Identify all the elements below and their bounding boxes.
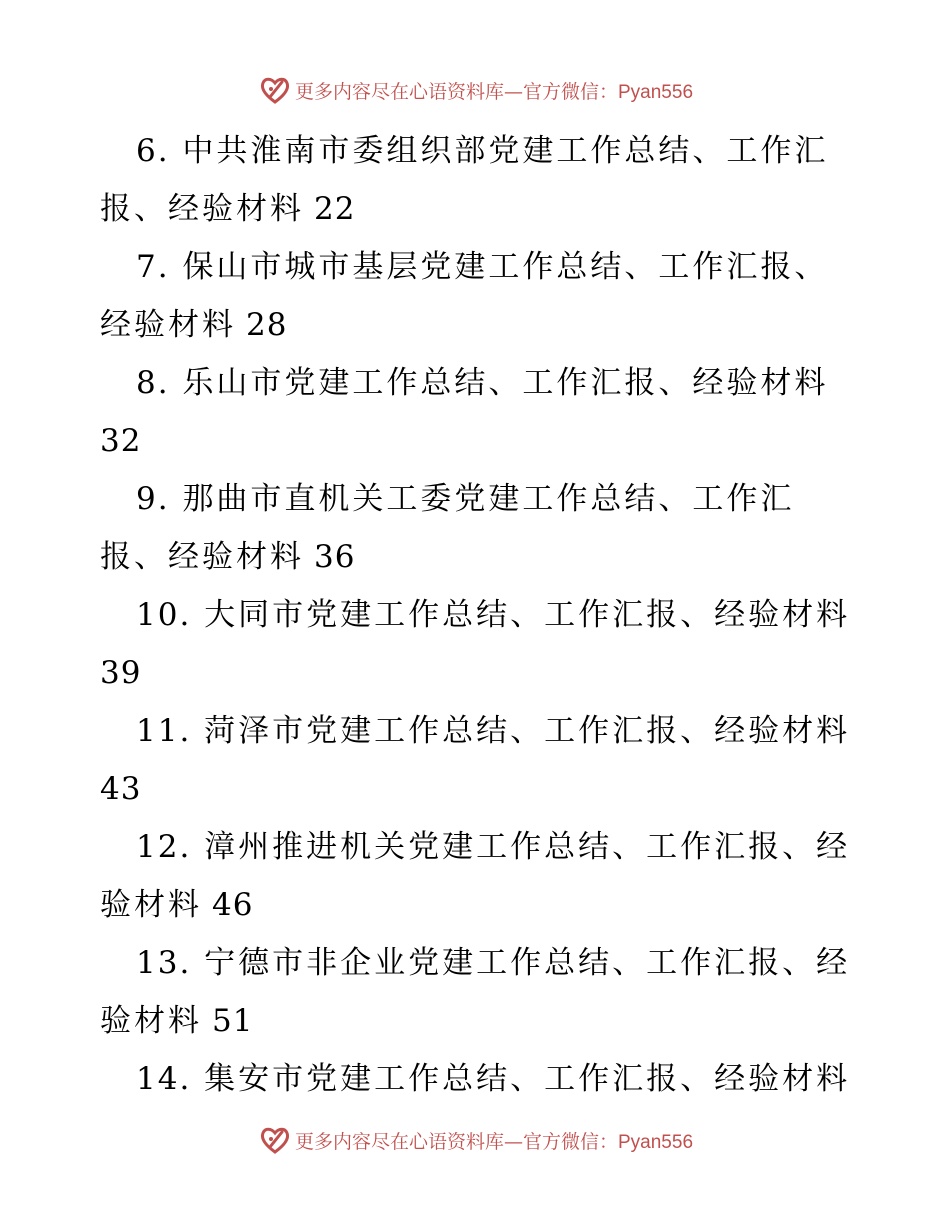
toc-entry (0, 471, 950, 587)
toc-entry-title: 乐山市党建工作总结、工作汇报、经验材料 (182, 365, 829, 401)
watermark-text: 更多内容尽在心语资料库—官方微信：Pyan556 (294, 80, 694, 103)
toc-entry-line2 (100, 993, 253, 1049)
toc-entry-title: 那曲市直机关工委党建工作总结、工作汇 (182, 481, 795, 517)
toc-entry-line1 (136, 123, 828, 179)
toc-entry-line1 (136, 355, 828, 411)
toc-entry-title: 中共淮南市委组织部党建工作总结、工作汇 (182, 133, 829, 169)
toc-entry-line2 (100, 877, 253, 933)
toc-entry-title-continued: 报、经验材料 (100, 539, 304, 575)
toc-entry (0, 935, 950, 1051)
toc-entry (0, 355, 950, 471)
footer-watermark (0, 1120, 950, 1160)
toc-entry-title-continued: 报、经验材料 (100, 191, 304, 227)
toc-entry-title-continued: 经验材料 (100, 307, 236, 343)
toc-entry-page-number: 46 (212, 887, 254, 923)
toc-entry-line2 (100, 413, 141, 469)
toc-entry-line2 (100, 297, 287, 353)
watermark-text: 更多内容尽在心语资料库—官方微信：Pyan556 (294, 1130, 694, 1153)
toc-entry-title: 大同市党建工作总结、工作汇报、经验材料 (204, 597, 851, 633)
toc-entry (0, 239, 950, 355)
toc-entry-number: 9. (136, 481, 170, 517)
toc-entry-page-number: 51 (212, 1003, 254, 1039)
toc-entry-title: 集安市党建工作总结、工作汇报、经验材料 (204, 1061, 851, 1097)
toc-entry-number: 6. (136, 133, 170, 169)
toc-entry-line1 (136, 587, 850, 643)
toc-entry-page-number: 39 (100, 655, 142, 691)
toc-entry-title: 宁德市非企业党建工作总结、工作汇报、经 (204, 945, 851, 981)
toc-entry-line1 (136, 819, 850, 875)
table-of-contents (0, 123, 950, 1167)
toc-entry-line2 (100, 645, 141, 701)
toc-entry (0, 587, 950, 703)
heart-pen-logo-icon (257, 1122, 293, 1158)
toc-entry (0, 123, 950, 239)
toc-entry-line1 (136, 703, 850, 759)
toc-entry-page-number: 22 (314, 191, 356, 227)
toc-entry-number: 13. (136, 945, 192, 981)
toc-entry-line1 (136, 471, 794, 527)
toc-entry-title: 漳州推进机关党建工作总结、工作汇报、经 (204, 829, 851, 865)
toc-entry-title: 保山市城市基层党建工作总结、工作汇报、 (182, 249, 829, 285)
toc-entry-number: 12. (136, 829, 192, 865)
toc-entry-title-continued: 验材料 (100, 887, 202, 923)
toc-entry-title: 菏泽市党建工作总结、工作汇报、经验材料 (204, 713, 851, 749)
toc-entry (0, 819, 950, 935)
toc-entry-line2 (100, 761, 141, 817)
toc-entry-line1 (136, 1051, 850, 1107)
toc-entry-number: 11. (136, 713, 192, 749)
toc-entry-number: 7. (136, 249, 170, 285)
toc-entry-number: 10. (136, 597, 192, 633)
header-watermark (0, 70, 950, 110)
toc-entry (0, 703, 950, 819)
toc-entry-page-number: 36 (314, 539, 356, 575)
toc-entry-line2 (100, 181, 355, 237)
toc-entry-line1 (136, 239, 828, 295)
toc-entry-line2 (100, 529, 355, 585)
heart-pen-logo-icon (257, 72, 293, 108)
toc-entry-page-number: 43 (100, 771, 142, 807)
toc-entry-title-continued: 验材料 (100, 1003, 202, 1039)
toc-entry-number: 14. (136, 1061, 192, 1097)
toc-entry-page-number: 32 (100, 423, 142, 459)
toc-entry-number: 8. (136, 365, 170, 401)
toc-entry-line1 (136, 935, 850, 991)
toc-entry-page-number: 28 (246, 307, 288, 343)
